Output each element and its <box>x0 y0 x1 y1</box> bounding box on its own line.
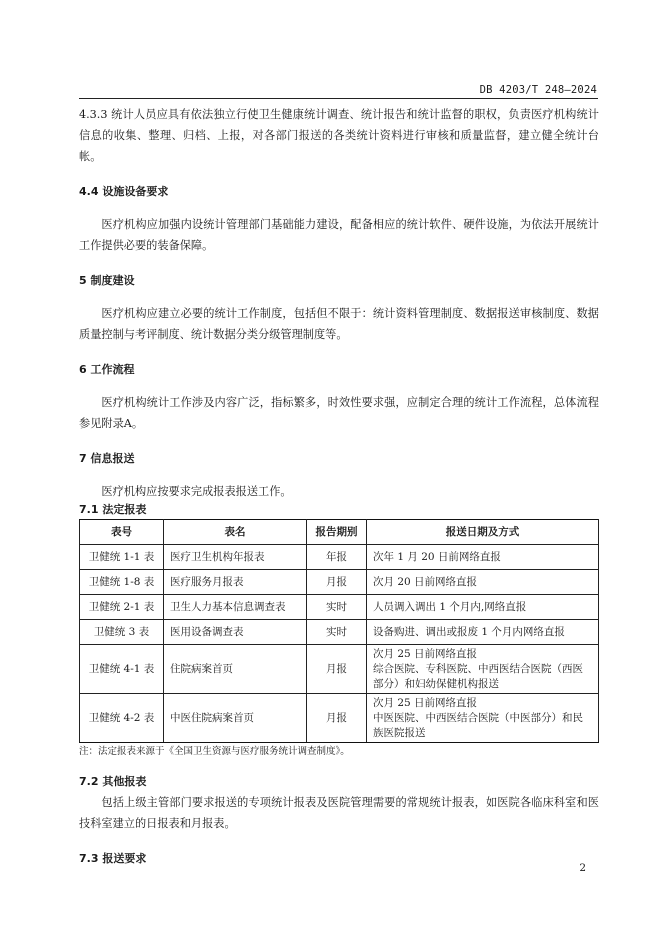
cell-submission-method: 设备购进、调出或报废 1 个月内网络直报 <box>367 620 599 645</box>
heading-4-4: 4.4 设施设备要求 <box>79 185 169 198</box>
table-header-row <box>80 520 599 545</box>
submitting-institutions: 中医医院、中西医结合医院（中医部分）和民族医院报送 <box>373 711 583 739</box>
cell-report-period: 实时 <box>307 620 367 645</box>
submission-deadline: 次月 25 日前网络直报 <box>373 647 478 660</box>
heading-5: 5 制度建设 <box>79 274 135 287</box>
table-row <box>80 545 599 570</box>
cell-table-no: 卫健统 1-8 表 <box>80 570 164 595</box>
cell-table-no: 卫健统 3 表 <box>80 620 164 645</box>
cell-submission-method <box>367 694 599 743</box>
cell-table-no: 卫健统 1-1 表 <box>80 545 164 570</box>
cell-report-period: 实时 <box>307 595 367 620</box>
clause-4-3-3: 4.3.3 统计人员应具有依法独立行使卫生健康统计调查、统计报告和统计监督的职权，负责医疗机构统计信息的收集、整理、归档、上报，对各部门报送的各类统计资料进行审核和质量监督，建立健全统计台帐。 <box>79 108 599 163</box>
page-number: 2 <box>579 862 586 874</box>
cell-submission-method: 次月 20 日前网络直报 <box>367 570 599 595</box>
table-row <box>80 570 599 595</box>
header-report-period: 报告期别 <box>307 520 367 545</box>
header-table-name: 表名 <box>164 520 307 545</box>
table-row <box>80 645 599 694</box>
cell-report-period: 年报 <box>307 545 367 570</box>
cell-submission-method: 人员调入调出 1 个月内,网络直报 <box>367 595 599 620</box>
heading-6: 6 工作流程 <box>79 363 135 376</box>
cell-table-name: 医用设备调查表 <box>164 620 307 645</box>
cell-table-no: 卫健统 4-1 表 <box>80 645 164 694</box>
cell-submission-method: 次年 1 月 20 日前网络直报 <box>367 545 599 570</box>
heading-7-3: 7.3 报送要求 <box>79 852 147 865</box>
cell-report-period: 月报 <box>307 645 367 694</box>
cell-report-period: 月报 <box>307 570 367 595</box>
header-table-no: 表号 <box>80 520 164 545</box>
paragraph-5: 医疗机构应建立必要的统计工作制度，包括但不限于：统计资料管理制度、数据报送审核制度、数据质量控制与考评制度、统计数据分类分级管理制度等。 <box>79 307 599 341</box>
table-row <box>80 694 599 743</box>
statutory-report-table <box>79 519 599 743</box>
heading-7-1: 7.1 法定报表 <box>79 503 147 516</box>
cell-table-name: 卫生人力基本信息调查表 <box>164 595 307 620</box>
header-submission-method: 报送日期及方式 <box>367 520 599 545</box>
header-rule <box>79 98 598 99</box>
paragraph-6: 医疗机构统计工作涉及内容广泛，指标繁多，时效性要求强，应制定合理的统计工作流程，总体流程参见附录A。 <box>79 396 599 430</box>
cell-table-name: 医疗服务月报表 <box>164 570 307 595</box>
cell-table-name: 中医住院病案首页 <box>164 694 307 743</box>
table-row <box>80 595 599 620</box>
table-row <box>80 620 599 645</box>
heading-7-2: 7.2 其他报表 <box>79 775 147 788</box>
cell-submission-method <box>367 645 599 694</box>
cell-table-name: 住院病案首页 <box>164 645 307 694</box>
cell-table-no: 卫健统 4-2 表 <box>80 694 164 743</box>
heading-7: 7 信息报送 <box>79 452 135 465</box>
paragraph-7-2: 包括上级主管部门要求报送的专项统计报表及医院管理需要的常规统计报表，如医院各临床科室和医技科室建立的日报表和月报表。 <box>79 796 599 830</box>
table-note: 注：法定报表来源于《全国卫生资源与医疗服务统计调查制度》。 <box>79 746 350 757</box>
submission-deadline: 次月 25 日前网络直报 <box>373 696 478 709</box>
page-content <box>79 104 599 869</box>
cell-table-no: 卫健统 2-1 表 <box>80 595 164 620</box>
cell-table-name: 医疗卫生机构年报表 <box>164 545 307 570</box>
paragraph-4-4: 医疗机构应加强内设统计管理部门基础能力建设，配备相应的统计软件、硬件设施，为依法开展统计工作提供必要的装备保障。 <box>79 218 599 252</box>
submitting-institutions: 综合医院、专科医院、中西医结合医院（西医部分）和妇幼保健机构报送 <box>373 662 583 690</box>
cell-report-period: 月报 <box>307 694 367 743</box>
paragraph-7: 医疗机构应按要求完成报表报送工作。 <box>101 485 292 498</box>
document-code: DB 4203/T 248—2024 <box>479 84 597 96</box>
